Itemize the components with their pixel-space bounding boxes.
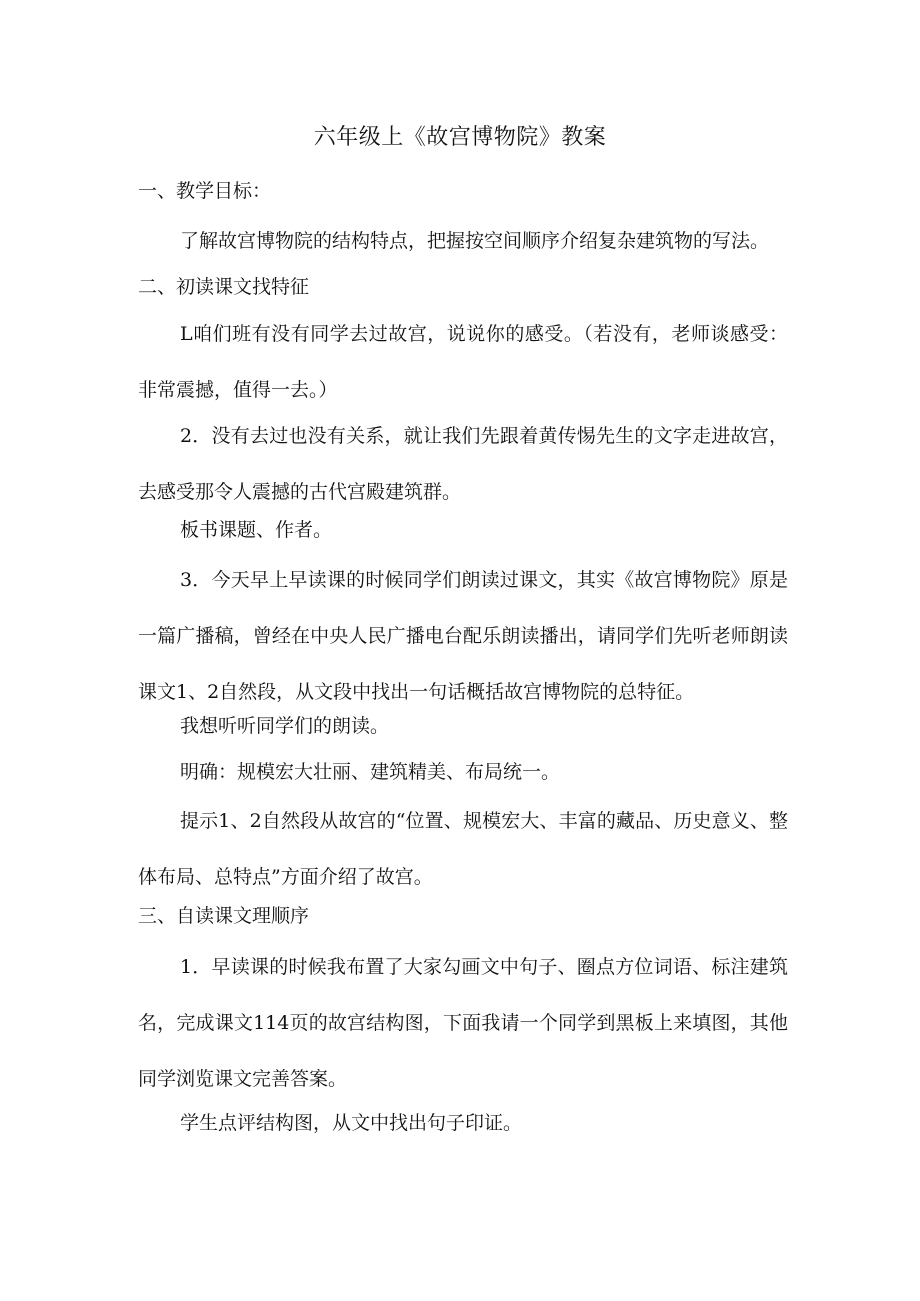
document-title: 六年级上《故宫博物院》教案 — [313, 125, 607, 150]
paragraph-student-review: 学生点评结构图，从文中找出句子印证。 — [180, 1112, 523, 1134]
section-heading-first-reading: 二、初读课文找特征 — [138, 276, 310, 298]
paragraph-blackboard: 板书课题、作者。 — [180, 519, 333, 541]
paragraph-listen: 我想听听同学们的朗读。 — [180, 715, 390, 737]
paragraph-clarify: 明确：规模宏大壮丽、建筑精美、布局统一。 — [180, 761, 561, 783]
paragraph-objectives: 了解故宫博物院的结构特点，把握按空间顺序介绍复杂建筑物的写法。 — [180, 230, 770, 252]
paragraph-question-1: L咱们班有没有同学去过故宫，说说你的感受。（若没有，老师谈感受：非常震撼，值得一去。） — [138, 323, 788, 401]
paragraph-task-1: 1．早读课的时候我布置了大家勾画文中句子、圈点方位词语、标注建筑名，完成课文114页的故宫结构图，下面我请一个同学到黑板上来填图，其他同学浏览课文完善答案。 — [138, 956, 788, 1090]
paragraph-question-2: 2．没有去过也没有关系，就让我们先跟着黄传惕先生的文字走进故宫，去感受那令人震撼的古代宫殿建筑群。 — [138, 425, 788, 503]
paragraph-hint: 提示1、2自然段从故宫的“位置、规模宏大、丰富的藏品、历史意义、整体布局、总特点”方面介绍了故宫。 — [138, 810, 788, 888]
section-heading-self-reading: 三、自读课文理顺序 — [138, 905, 310, 927]
section-heading-objectives: 一、教学目标： — [138, 180, 272, 202]
paragraph-question-3: 3．今天早上早读课的时候同学们朗读过课文，其实《故宫博物院》原是一篇广播稿，曾经在中央人民广播电台配乐朗读播出，请同学们先听老师朗读课文1、2自然段，从文段中找出一句话概括故宫博物院的总特征。 — [138, 569, 788, 703]
